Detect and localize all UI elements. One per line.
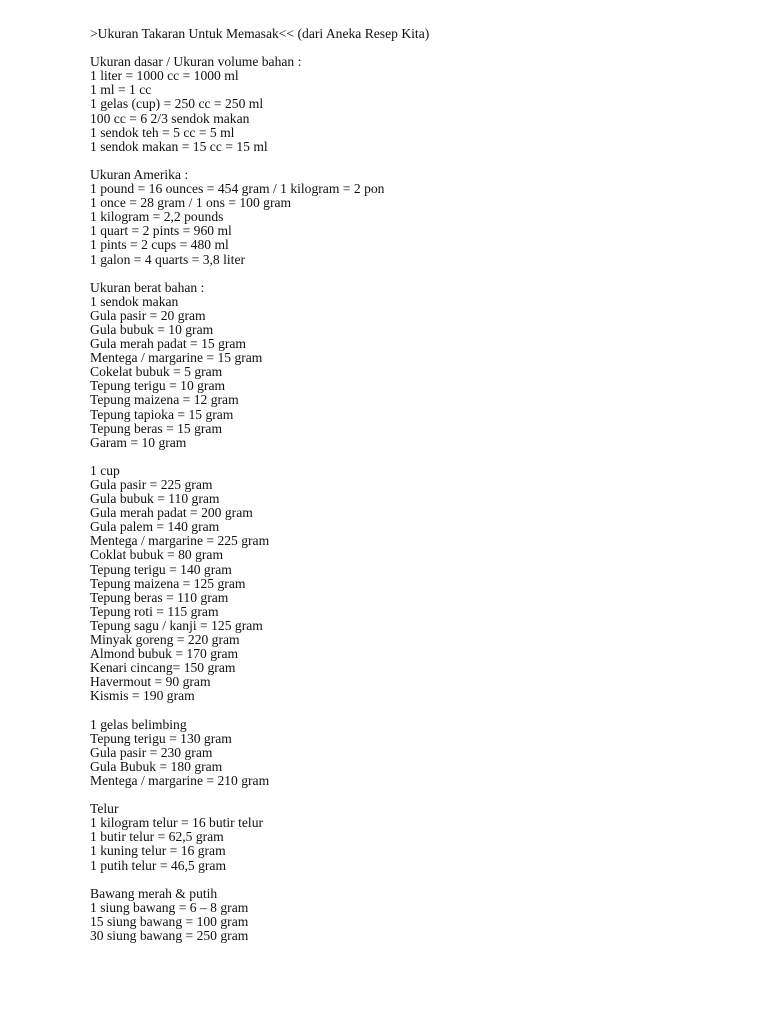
measurement-line: Cokelat bubuk = 5 gram [90,364,223,380]
measurement-line: Almond bubuk = 170 gram [90,646,239,662]
section-telur [90,802,730,872]
section-gelas-belimbing [90,718,730,788]
measurement-line: Mentega / margarine = 210 gram [90,772,270,788]
measurement-line: Kismis = 190 gram [90,688,195,704]
measurement-line: Tepung tapioka = 15 gram [90,406,234,422]
measurement-line: Mentega / margarine = 225 gram [90,533,270,549]
measurement-line: Gula bubuk = 10 gram [90,321,214,337]
measurement-line: Tepung maizena = 12 gram [90,392,239,408]
measurement-line: Gula palem = 140 gram [90,519,220,535]
measurement-line: Tepung beras = 110 gram [90,589,229,605]
measurement-line: 15 siung bawang = 100 gram [90,913,249,929]
section-heading: Telur [90,801,119,817]
spacer [90,41,730,55]
measurement-line: Mentega / margarine = 15 gram [90,350,263,366]
measurement-line: Gula bubuk = 110 gram [90,491,220,507]
measurement-line: Gula merah padat = 200 gram [90,505,253,521]
section-heading: Bawang merah & putih [90,885,218,901]
measurement-line: 1 ml = 1 cc [90,82,152,98]
section-american-units [90,168,730,267]
spacer [90,154,730,168]
section-heading: Ukuran berat bahan : [90,279,205,295]
measurement-line: Gula pasir = 20 gram [90,307,206,323]
section-weight-tablespoon [90,281,730,450]
measurement-line: Garam = 10 gram [90,434,187,450]
measurement-line: Gula merah padat = 15 gram [90,336,247,352]
measurement-line: Tepung terigu = 10 gram [90,378,226,394]
spacer [90,267,730,281]
measurement-line: 1 kilogram = 2,2 pounds [90,209,224,225]
section-heading: 1 gelas belimbing [90,716,187,732]
measurement-line: Tepung sagu / kanji = 125 gram [90,617,263,633]
measurement-line: 1 putih telur = 46,5 gram [90,857,227,873]
measurement-line: 100 cc = 6 2/3 sendok makan [90,110,250,126]
measurement-line: 1 sendok makan [90,293,179,309]
measurement-line: 1 quart = 2 pints = 960 ml [90,223,232,239]
measurement-line: 1 kilogram telur = 16 butir telur [90,815,264,831]
spacer [90,450,730,464]
measurement-line: 1 galon = 4 quarts = 3,8 liter [90,251,246,267]
measurement-line: 1 pints = 2 cups = 480 ml [90,237,229,253]
measurement-line: 1 siung bawang = 6 – 8 gram [90,899,249,915]
measurement-line: 1 sendok makan = 15 cc = 15 ml [90,138,268,154]
measurement-line: Kenari cincang= 150 gram [90,660,236,676]
measurement-line: Coklat bubuk = 80 gram [90,547,224,563]
measurement-line: Tepung terigu = 140 gram [90,561,232,577]
measurement-line: Tepung beras = 15 gram [90,420,223,436]
document-title: >Ukuran Takaran Untuk Memasak<< (dari Aneka Resep Kita) [90,26,430,41]
measurement-line: Gula pasir = 225 gram [90,477,213,492]
measurement-line: 1 pound = 16 ounces = 454 gram / 1 kilogram = 2 pon [90,181,385,197]
measurement-line: Gula Bubuk = 180 gram [90,758,223,774]
section-basic-volume [90,55,730,154]
measurement-line: Tepung roti = 115 gram [90,603,219,619]
measurement-line: Tepung terigu = 130 gram [90,730,232,746]
measurement-line: Minyak goreng = 220 gram [90,632,240,648]
section-one-cup [90,464,730,704]
spacer [90,873,730,887]
section-heading: Ukuran Amerika : [90,166,189,182]
section-heading: Ukuran dasar / Ukuran volume bahan : [90,54,302,70]
section-bawang [90,887,730,943]
measurement-line: 1 liter = 1000 cc = 1000 ml [90,68,239,84]
measurement-line: 1 kuning telur = 16 gram [90,843,226,859]
spacer [90,788,730,802]
measurement-line: Havermout = 90 gram [90,674,211,690]
measurement-line: 30 siung bawang = 250 gram [90,928,249,943]
measurement-line: 1 gelas (cup) = 250 cc = 250 ml [90,96,264,112]
spacer [90,704,730,718]
measurement-line: 1 butir telur = 62,5 gram [90,829,224,845]
document-page [90,27,730,943]
measurement-line: Gula pasir = 230 gram [90,744,213,760]
measurement-line: 1 sendok teh = 5 cc = 5 ml [90,124,235,140]
section-heading: 1 cup [90,462,120,478]
measurement-line: Tepung maizena = 125 gram [90,575,246,591]
measurement-line: 1 once = 28 gram / 1 ons = 100 gram [90,195,292,211]
